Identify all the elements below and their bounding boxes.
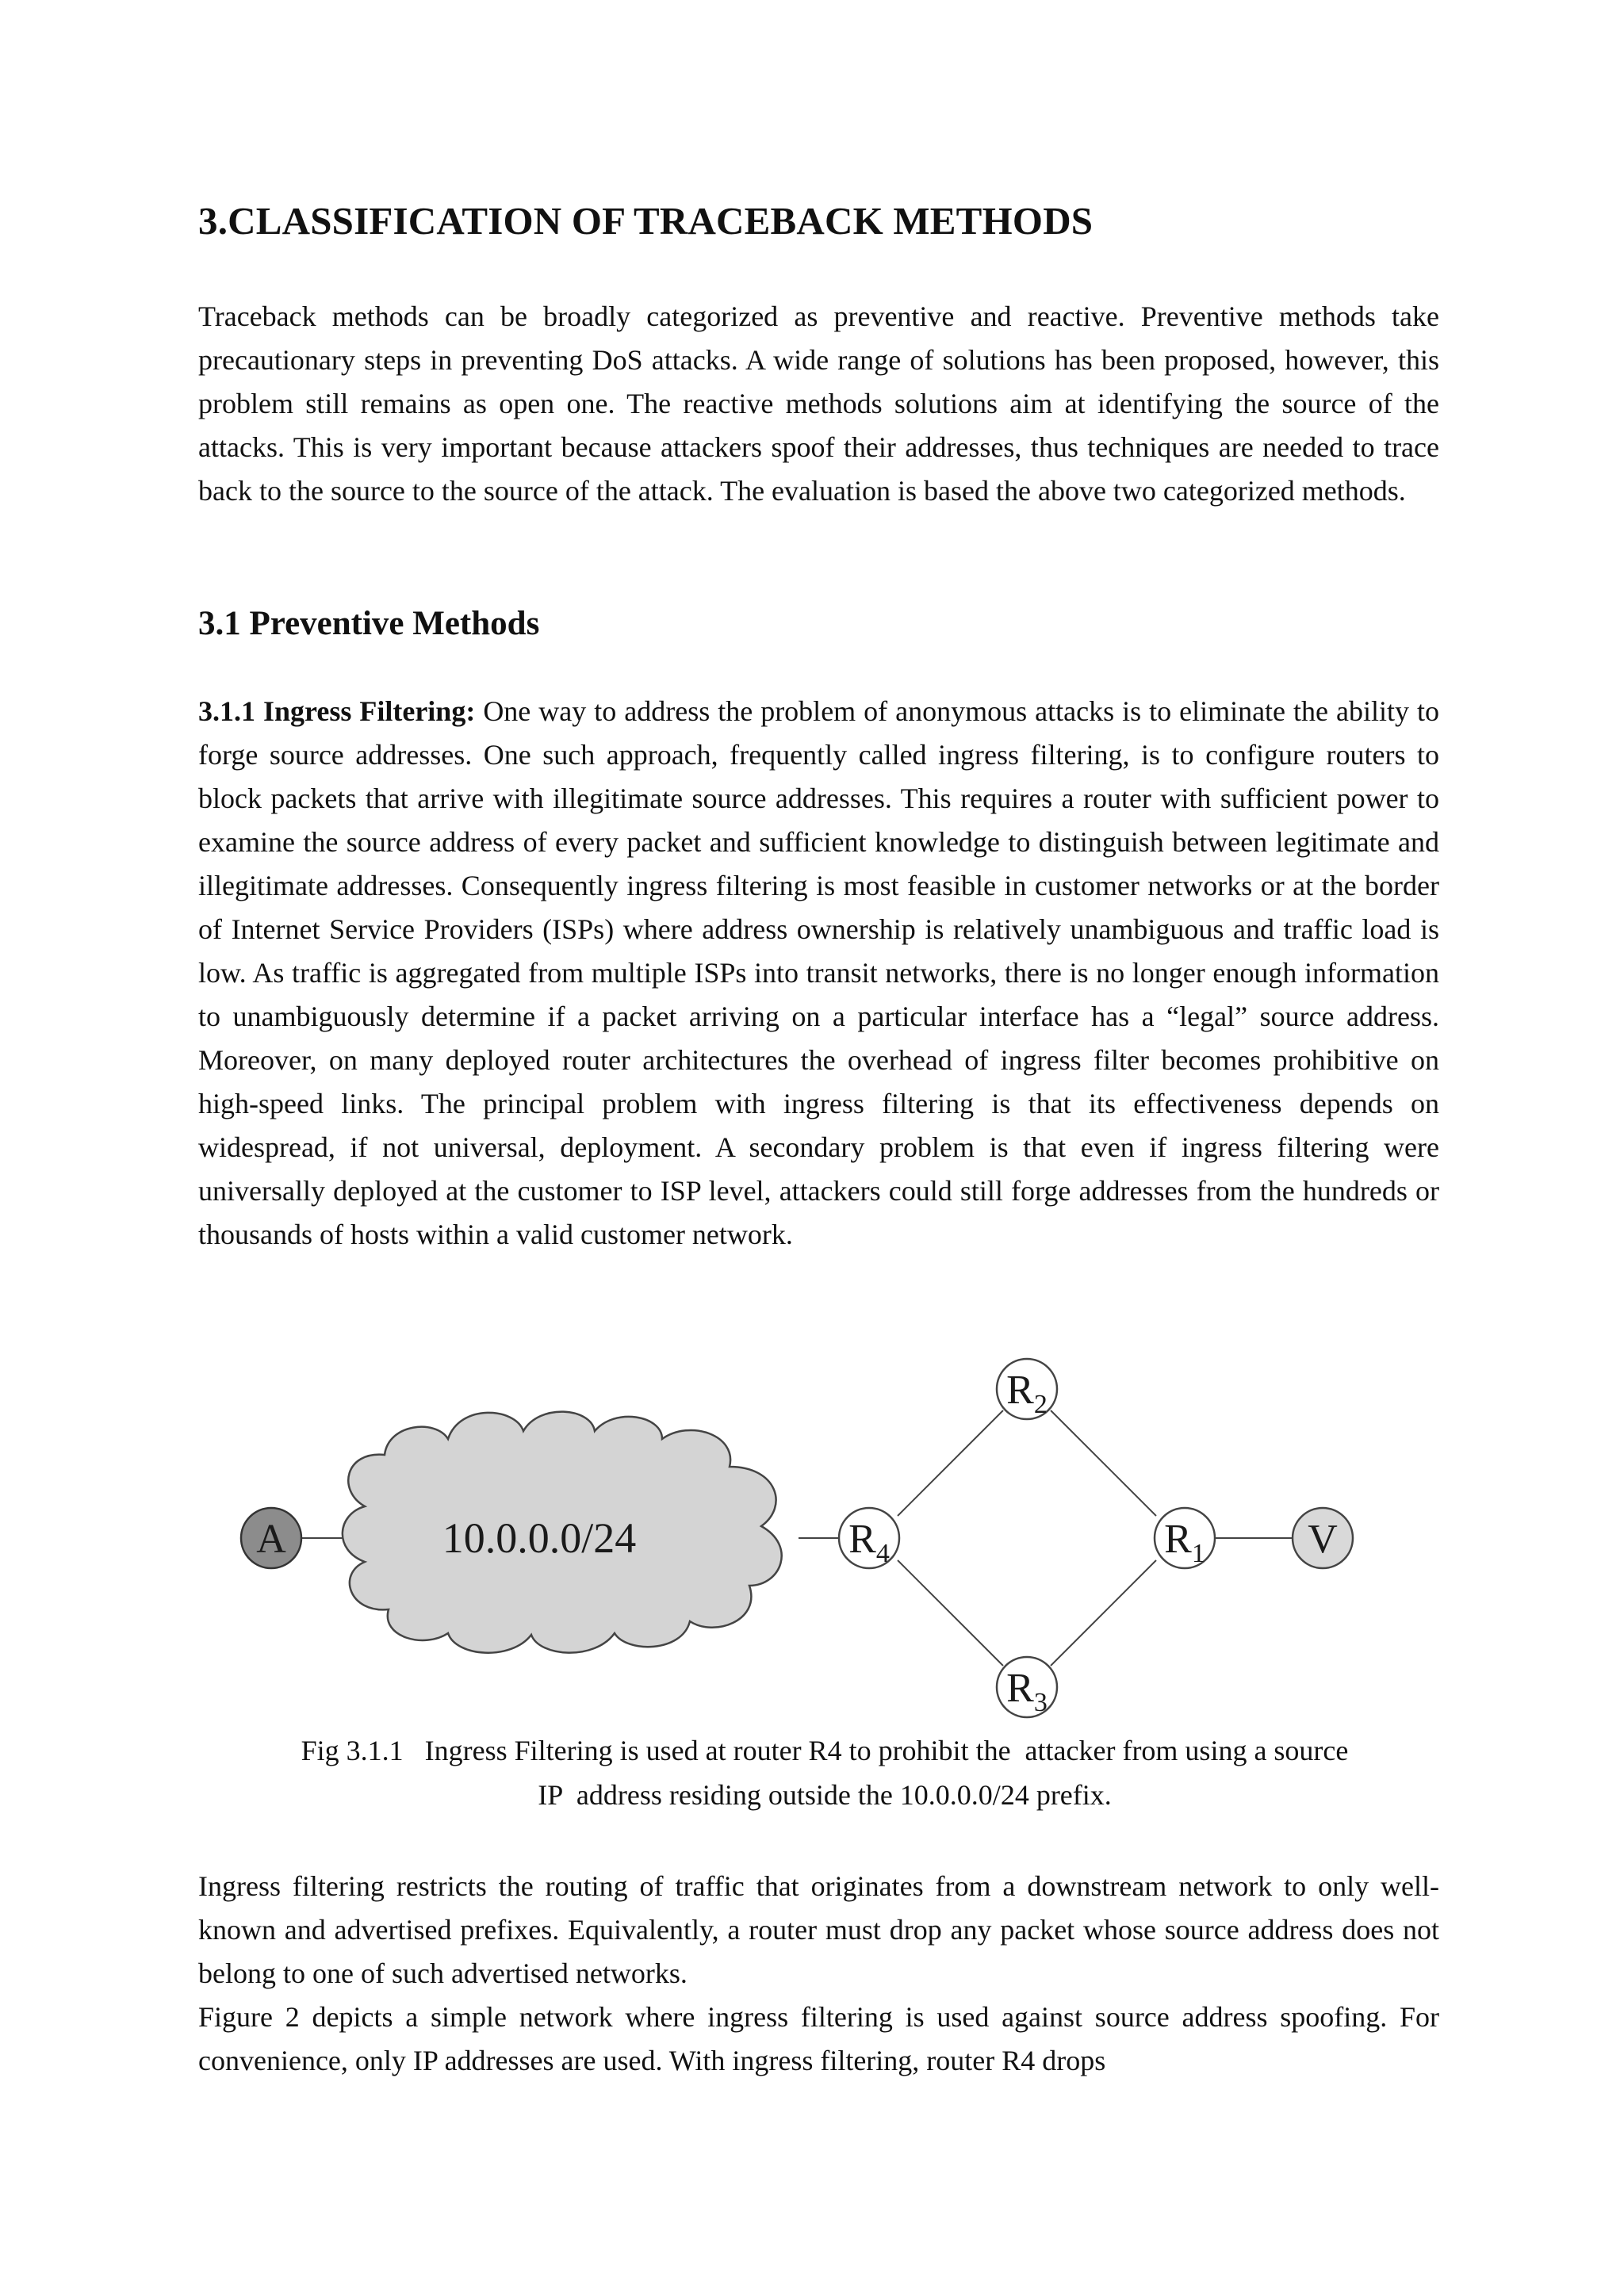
router-r3-node xyxy=(997,1657,1057,1717)
attacker-node xyxy=(241,1508,301,1568)
router-r2-label: $R_2$ xyxy=(1006,1368,1048,1419)
router-r1-node xyxy=(1155,1508,1215,1568)
link-r4-r2 xyxy=(898,1410,1003,1516)
network-figure xyxy=(206,1348,1443,1728)
attacker-label: A xyxy=(256,1517,286,1562)
victim-node xyxy=(1293,1508,1353,1568)
section-heading: 3.1 Preventive Methods xyxy=(198,605,540,642)
network-cloud xyxy=(343,1412,782,1653)
caption-line-2: IP address residing outside the 10.0.0.0/24 prefix. xyxy=(538,1779,1112,1811)
link-r3-r1 xyxy=(1051,1560,1156,1666)
link-r2-r1 xyxy=(1051,1410,1156,1516)
router-r2-node xyxy=(997,1359,1057,1419)
link-r4-r3 xyxy=(898,1560,1003,1666)
ingress-paragraph xyxy=(198,690,1439,1257)
chapter-title: 3.CLASSIFICATION OF TRACEBACK METHODS xyxy=(198,199,1094,243)
router-r3-label: $R_3$ xyxy=(1006,1666,1048,1717)
restrict-paragraph: Ingress filtering restricts the routing of traffic that originates from a downstream network to only well-known and advertised prefixes. Equivalently, a router must drop any packet whose source address does not belong to one of such advertised networks. xyxy=(198,1870,1439,1989)
ingress-paragraph-text: One way to address the problem of anonymous attacks is to eliminate the ability to forge source addresses. One such approach, frequently called ingress filtering, is to configure routers to block packets that arrive with illegitimate source addresses. This requires a router with sufficient power to examine the source address of every packet and sufficient knowledge to distinguish between legitimate and illegitimate addresses. Consequently ingress filtering is most feasible in customer networks or at the border of Internet Service Providers (ISPs) where address ownership is relatively unambiguous and traffic load is low. As traffic is aggregated from multiple ISPs into transit networks, there is no longer enough information to unambiguously determine if a packet arriving on a particular interface has a “legal” source address. Moreover, on many deployed router architectures the overhead of ingress filter becomes prohibitive on high-speed links. The principal problem with ingress filtering is that its effectiveness depends on widespread, if not universal, deployment. A secondary problem is that even if ingress filtering were universally deployed at the customer to ISP level, attackers could still forge addresses from the hundreds or thousands of hosts within a valid customer network. xyxy=(198,695,1440,1250)
network-prefix-label: 10.0.0.0/24 xyxy=(442,1514,637,1562)
router-r4-label: $R_4$ xyxy=(848,1517,890,1568)
victim-label: V xyxy=(1308,1517,1338,1562)
caption-line-1: Fig 3.1.1 Ingress Filtering is used at router R4 to prohibit the attacker from using a source xyxy=(301,1735,1349,1766)
router-r1-label: $R_1$ xyxy=(1164,1517,1205,1568)
router-r4-node xyxy=(839,1508,899,1568)
figure2-paragraph: Figure 2 depicts a simple network where ingress filtering is used against source address spoofing. For convenience, only IP addresses are used. With ingress filtering, router R4 drops xyxy=(198,2001,1439,2076)
intro-paragraph: Traceback methods can be broadly categorized as preventive and reactive. Preventive methods take precautionary steps in preventing DoS attacks. A wide range of solutions has been proposed, however, this problem still remains as open one. The reactive methods solutions aim at identifying the source of the attacks. This is very important because attackers spoof their addresses, thus techniques are needed to trace back to the source to the source of the attack. The evaluation is based the above two categorized methods. xyxy=(198,300,1439,507)
figure-caption xyxy=(190,1728,1459,1817)
network-diagram xyxy=(206,1348,1443,1728)
subsection-label: 3.1.1 Ingress Filtering: xyxy=(198,695,476,727)
